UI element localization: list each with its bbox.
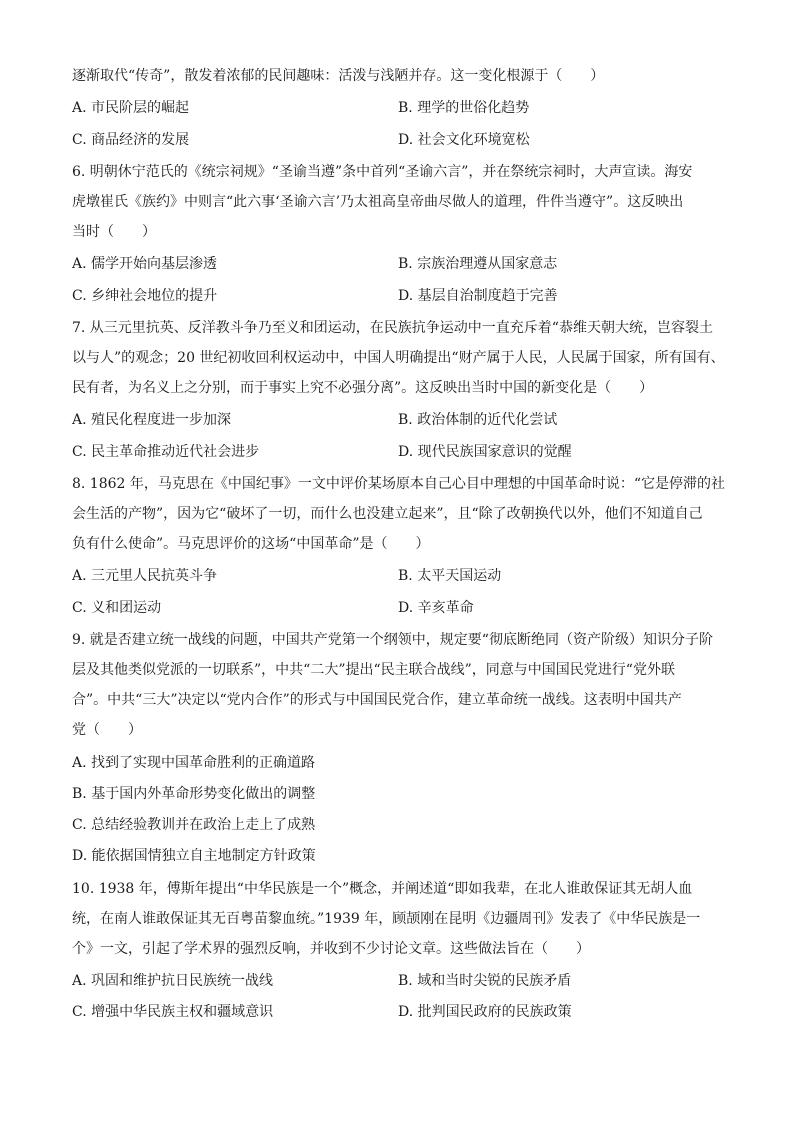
- q7-stem-line: 7. 从三元里抗英、反洋教斗争乃至义和团运动，在民族抗争运动中一直充斥着“恭维天朝大统，岂容裂土: [72, 320, 713, 336]
- q5-option-a: A. 市民阶层的崛起: [72, 100, 190, 116]
- q10-option-c: C. 增强中华民族主权和疆域意识: [72, 1004, 274, 1020]
- q9-stem-line: 9. 就是否建立统一战线的问题，中国共产党第一个纲领中，规定要“彻底断绝同（资产阶级）知识分子阶: [72, 632, 713, 648]
- q10-option-b: B. 域和当时尖锐的民族矛盾: [398, 973, 572, 989]
- q6-stem-line: 虎墩崔氏《族约》中则言“此六事‘圣谕六言’乃太祖高皇帝曲尽做人的道理，件件当遵守”。这反映出: [72, 194, 684, 210]
- q8-stem-line: 8. 1862 年，马克思在《中国纪事》一文中评价某场原本自己心目中理想的中国革命时说：“它是停滞的社: [72, 476, 726, 492]
- q10-option-a: A. 巩固和维护抗日民族统一战线: [72, 973, 274, 989]
- q6-option-d: D. 基层自治制度趋于完善: [398, 288, 558, 304]
- q10-stem-line: 10. 1938 年，傅斯年提出“中华民族是一个”概念，并阐述道“即如我辈，在北人谁敢保证其无胡人血: [72, 881, 693, 897]
- q5-option-d: D. 社会文化环境宽松: [398, 132, 530, 148]
- q5-option-b: B. 理学的世俗化趋势: [398, 100, 530, 116]
- q8-option-c: C. 义和团运动: [72, 600, 162, 616]
- q5-stem-tail: 逐渐取代“传奇”，散发着浓郁的民间趣味：活泼与浅陋并存。这一变化根源于（ ）: [72, 68, 605, 84]
- q6-stem-line: 当时（ ）: [72, 224, 156, 240]
- q6-stem-line: 6. 明朝休宁范氏的《统宗祠规》“圣谕当遵”条中首列“圣谕六言”，并在祭统宗祠时，大声宣读。海安: [72, 164, 693, 180]
- q8-stem-line: 会生活的产物”，因为它“破坏了一切，而什么也没建立起来”，且“除了改朝换代以外，他们不知道自己: [72, 506, 703, 522]
- q8-stem-line: 负有什么使命”。马克思评价的这场“中国革命”是（ ）: [72, 536, 430, 552]
- q6-option-c: C. 乡绅社会地位的提升: [72, 288, 218, 304]
- q7-option-b: B. 政治体制的近代化尝试: [398, 412, 558, 428]
- q7-option-a: A. 殖民化程度进一步加深: [72, 412, 232, 428]
- q9-option-a: A. 找到了实现中国革命胜利的正确道路: [72, 755, 316, 771]
- q9-stem-line: 党（ ）: [72, 722, 142, 738]
- q7-option-c: C. 民主革命推动近代社会进步: [72, 444, 260, 460]
- q8-option-d: D. 辛亥革命: [398, 600, 474, 616]
- q10-stem-line: 个》一文，引起了学术界的强烈反响，并收到不少讨论文章。这些做法旨在（ ）: [72, 941, 590, 957]
- q9-stem-line: 层及其他类似党派的一切联系”，中共“二大”提出“民主联合战线”，同意与中国国民党进行“党外联: [72, 662, 675, 678]
- q6-option-a: A. 儒学开始向基层渗透: [72, 256, 218, 272]
- q9-option-d: D. 能依据国情独立自主地制定方针政策: [72, 848, 316, 864]
- q10-option-d: D. 批判国民政府的民族政策: [398, 1004, 572, 1020]
- q9-option-c: C. 总结经验教训并在政治上走上了成熟: [72, 817, 316, 833]
- q10-stem-line: 统，在南人谁敢保证其无百粤苗黎血统。”1939 年，顾颉刚在昆明《边疆周刊》发表了《中华民族是一: [72, 911, 701, 927]
- q5-option-c: C. 商品经济的发展: [72, 132, 190, 148]
- q7-stem-line: 以与人”的观念；20 世纪初收回利权运动中，中国人明确提出“财产属于人民，人民属于国家，所有国有、: [72, 350, 725, 366]
- q7-stem-line: 民有者，为名义上之分别，而于事实上究不必强分离”。这反映出当时中国的新变化是（ ）: [72, 380, 654, 396]
- q9-option-b: B. 基于国内外革命形势变化做出的调整: [72, 786, 316, 802]
- q8-option-b: B. 太平天国运动: [398, 568, 502, 584]
- q8-option-a: A. 三元里人民抗英斗争: [72, 568, 218, 584]
- q7-option-d: D. 现代民族国家意识的觉醒: [398, 444, 572, 460]
- q9-stem-line: 合”。中共“三大”决定以“党内合作”的形式与中国国民党合作，建立革命统一战线。这表明中国共产: [72, 692, 682, 708]
- q6-option-b: B. 宗族治理遵从国家意志: [398, 256, 558, 272]
